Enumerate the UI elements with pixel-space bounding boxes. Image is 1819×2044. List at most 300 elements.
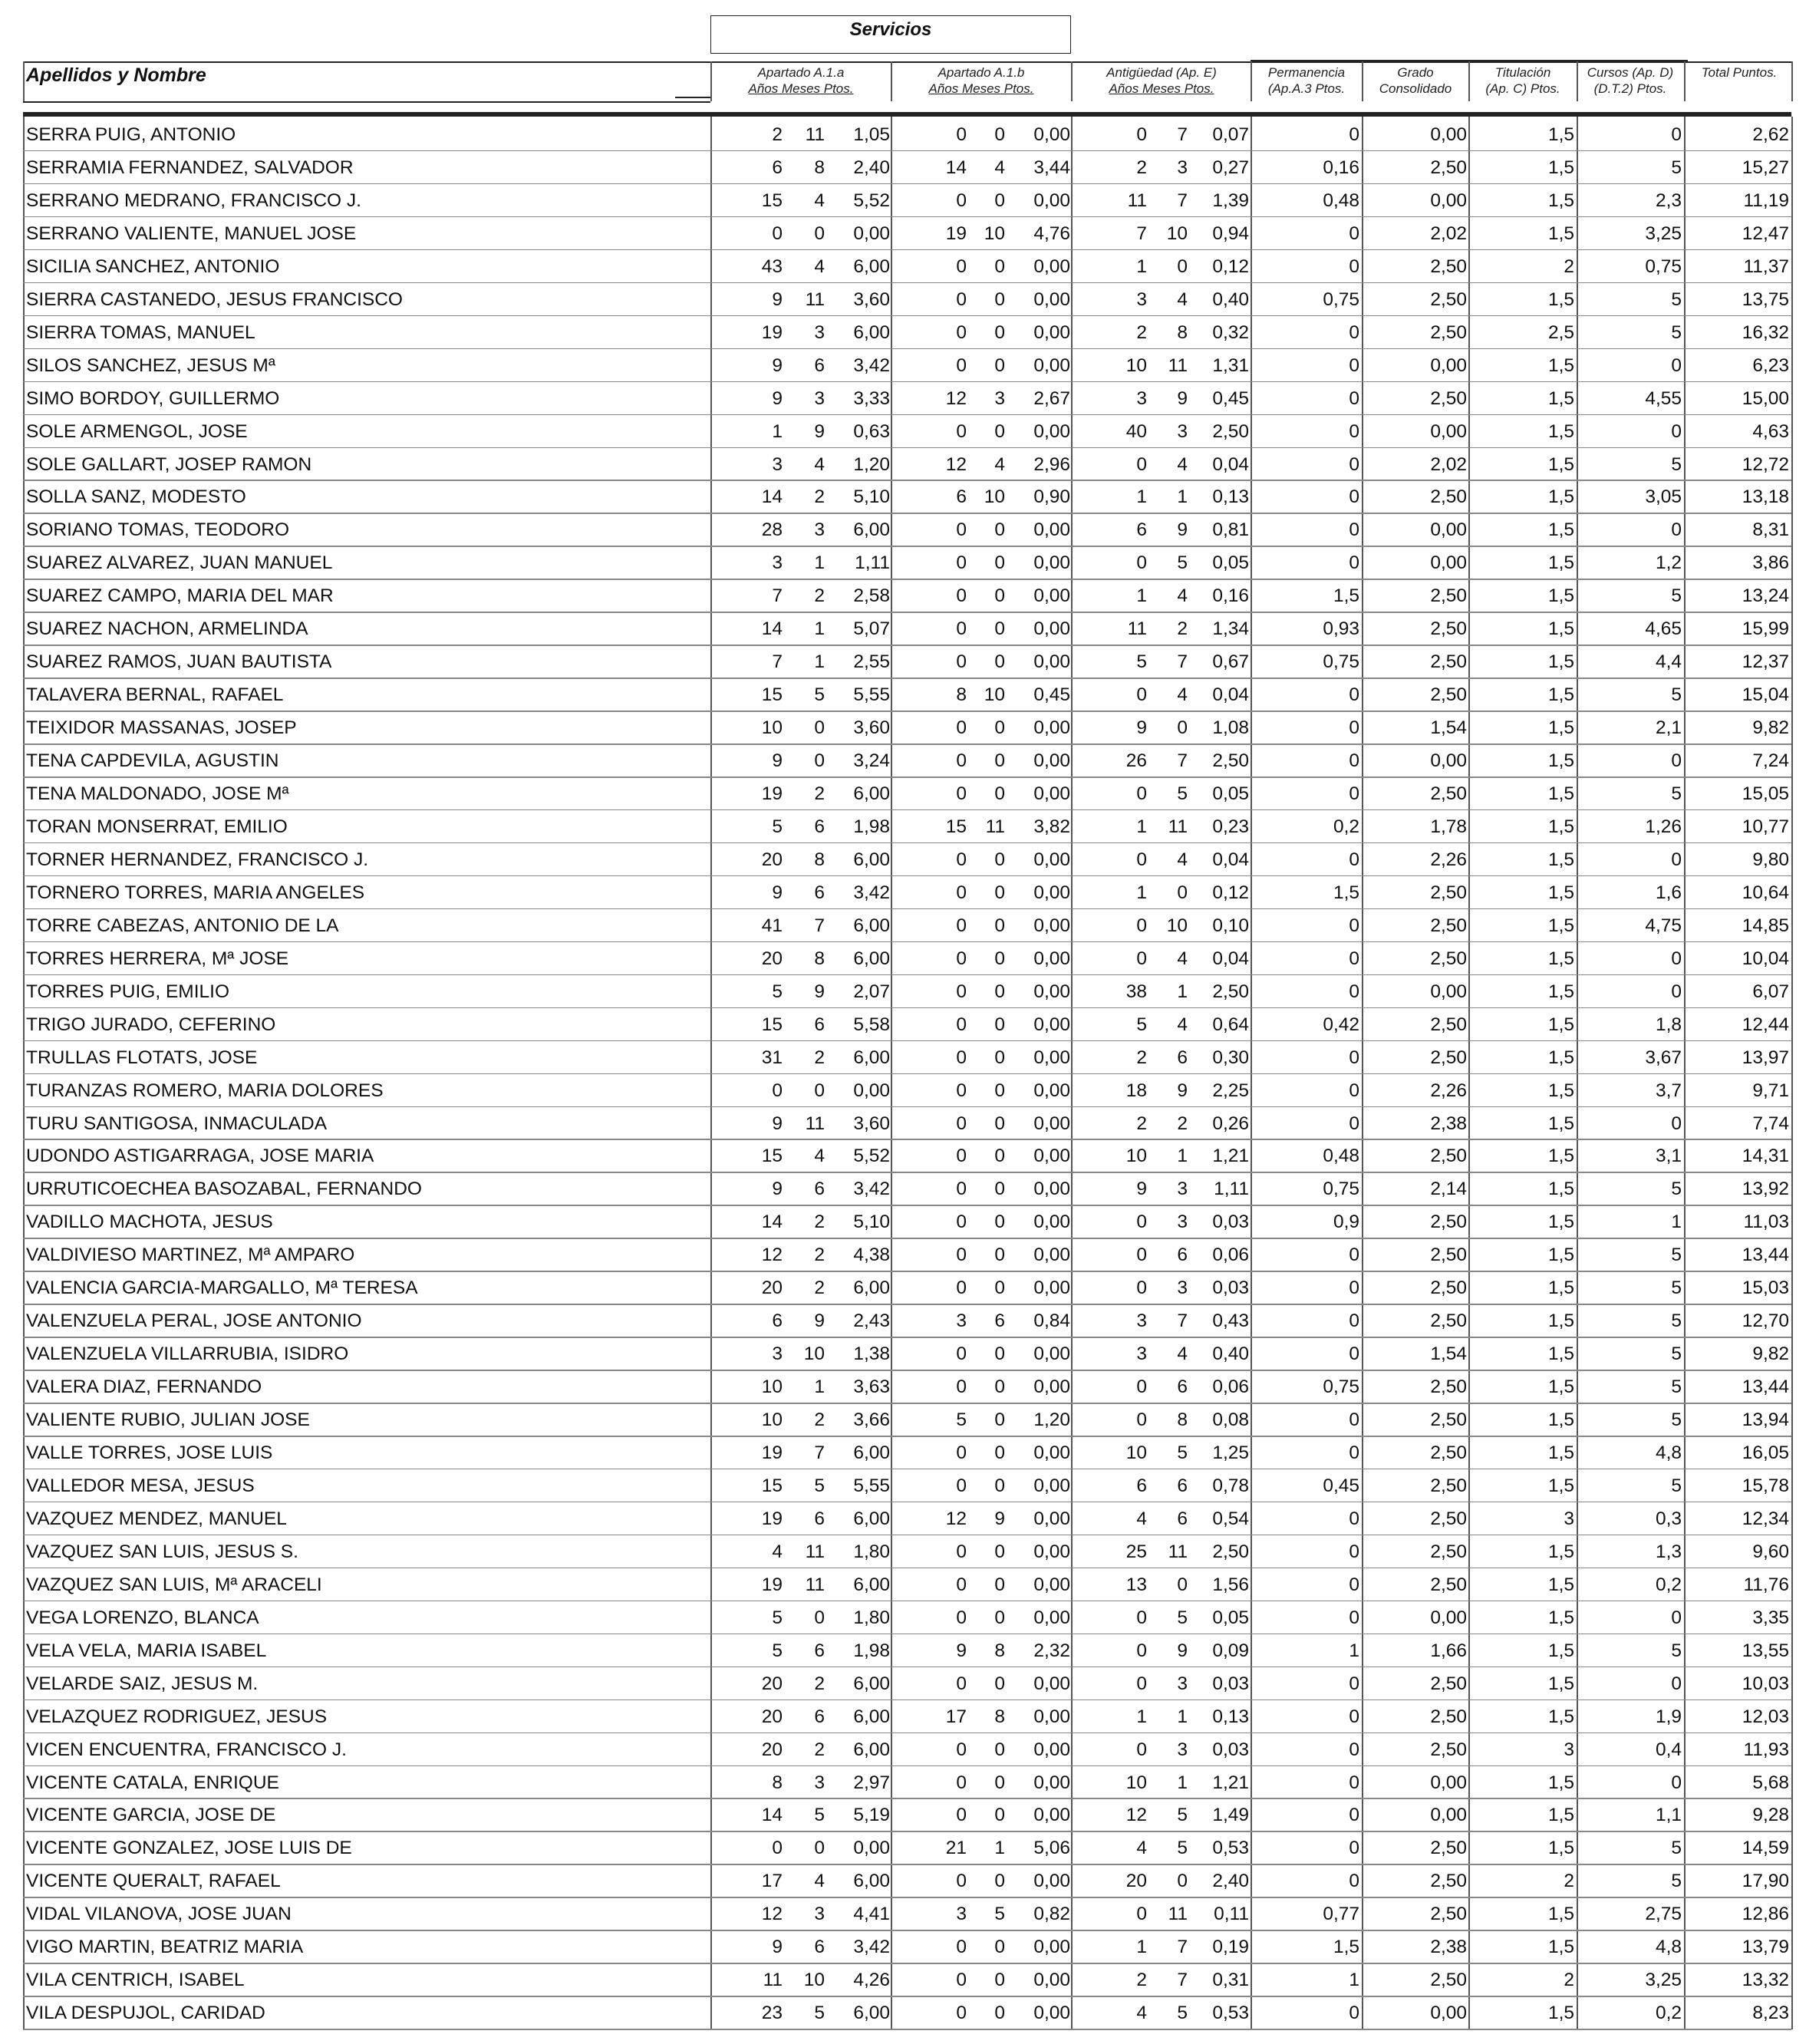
column-header-line1: Antigüedad (Ap. E) [1106,65,1217,80]
table-cell: 0,00 [1033,618,1070,640]
column-header-line2: Años Meses Ptos. [1109,81,1214,96]
table-cell: 0,00 [1033,915,1070,936]
table-cell: 0 [994,750,1005,772]
table-cell: 3 [772,1343,783,1365]
table-cell: 0,45 [1323,1475,1359,1496]
table-cell: 15,05 [1742,783,1789,804]
table-cell: 0,00 [1033,124,1070,145]
table-cell: 0 [1349,1574,1359,1595]
table-cell: 15 [761,1146,783,1167]
table-cell: 0,00 [1033,981,1070,1002]
table-cell: 6 [772,157,783,178]
table-cell: 0 [1349,1772,1359,1793]
table-cell: 20 [761,1706,783,1727]
table-cell: 13,94 [1742,1409,1789,1431]
table-cell: 20 [1125,1871,1147,1892]
table-cell: 3,67 [1645,1047,1682,1068]
table-cell: 0 [994,1805,1005,1826]
table-cell: 0 [994,717,1005,739]
column-header-line1: Total Puntos. [1701,65,1778,80]
table-cell: 0 [1177,1574,1188,1595]
table-cell: 3,35 [1752,1607,1789,1628]
table-cell: 0,00 [1033,1113,1070,1134]
person-name: SERRANO VALIENTE, MANUEL JOSE [26,223,357,244]
table-cell: 13 [1125,1574,1147,1595]
table-cell: 0,00 [1033,321,1070,343]
table-cell: 5,10 [853,1212,890,1233]
table-cell: 3,42 [853,1937,890,1958]
table-cell: 10 [984,486,1005,508]
table-cell: 1 [1136,585,1147,607]
table-cell: 0 [1136,1409,1147,1431]
table-cell: 0 [1349,1080,1359,1101]
table-cell: 3 [772,453,783,475]
table-cell: 1,54 [1430,1343,1467,1365]
table-cell: 2,14 [1430,1179,1467,1200]
table-cell: 40 [1125,420,1147,442]
table-cell: 0 [994,585,1005,607]
table-cell: 0,9 [1333,1212,1359,1233]
table-cell: 0 [956,1574,967,1595]
table-cell: 0 [1177,1871,1188,1892]
table-cell: 7 [772,651,783,673]
table-cell: 5 [956,1409,967,1431]
person-name: VICENTE GONZALEZ, JOSE LUIS DE [26,1838,352,1859]
table-cell: 5,52 [853,1146,890,1167]
table-cell: 0,94 [1212,223,1249,244]
table-cell: 4 [1177,1343,1188,1365]
table-cell: 13,75 [1742,288,1789,310]
table-cell: 0 [956,717,967,739]
table-cell: 0 [1349,1245,1359,1266]
table-cell: 5,10 [853,486,890,508]
table-cell: 11 [805,288,825,310]
table-cell: 1,5 [1547,1772,1574,1793]
table-cell: 0 [994,1179,1005,1200]
person-name: VAZQUEZ SAN LUIS, Mª ARACELI [26,1574,322,1595]
table-cell: 1 [1177,1772,1188,1793]
table-cell: 2,50 [1212,750,1249,772]
table-cell: 5 [1671,1838,1682,1859]
table-cell: 2,02 [1430,453,1467,475]
table-cell: 0,04 [1212,948,1249,969]
table-cell: 4 [1177,684,1188,706]
table-cell: 1,5 [1547,1278,1574,1299]
table-cell: 10 [1125,354,1147,376]
table-cell: 6,00 [853,519,890,541]
table-cell: 2 [1136,157,1147,178]
table-cell: 0 [1349,750,1359,772]
table-cell: 6 [814,1640,825,1661]
table-cell: 25 [1125,1541,1147,1562]
table-cell: 0,00 [1033,1739,1070,1760]
table-cell: 0,00 [1033,585,1070,607]
table-cell: 0,03 [1212,1739,1249,1760]
table-cell: 0,00 [1033,849,1070,870]
table-cell: 0 [1136,124,1147,145]
table-cell: 5 [1177,2003,1188,2024]
table-cell: 0 [956,1739,967,1760]
table-cell: 5 [994,1904,1005,1925]
table-cell: 0,75 [1323,288,1359,310]
table-cell: 10 [803,1970,825,1991]
table-cell: 1,5 [1547,420,1574,442]
table-cell: 1,9 [1655,1706,1682,1727]
table-cell: 15,78 [1742,1475,1789,1496]
table-cell: 0,16 [1212,585,1249,607]
table-cell: 0,67 [1212,651,1249,673]
person-name: VELARDE SAIZ, JESUS M. [26,1673,259,1694]
table-cell: 14,31 [1742,1146,1789,1167]
table-cell: 1,54 [1430,717,1467,739]
table-cell: 0 [956,750,967,772]
table-cell: 0 [994,1014,1005,1035]
table-cell: 1,5 [1547,1376,1574,1398]
table-cell: 2,1 [1655,717,1682,739]
table-cell: 12 [945,453,967,475]
table-cell: 0 [956,585,967,607]
table-cell: 15,00 [1742,387,1789,409]
table-cell: 0 [994,981,1005,1002]
person-name: VELA VELA, MARIA ISABEL [26,1640,267,1661]
table-cell: 5 [1671,1640,1682,1661]
table-cell: 6 [1177,1475,1188,1496]
table-cell: 0 [956,1179,967,1200]
table-cell: 7 [1177,190,1188,211]
table-cell: 1,3 [1655,1541,1682,1562]
table-cell: 9 [956,1640,967,1661]
table-cell: 2 [1136,321,1147,343]
table-cell: 2 [814,585,825,607]
table-cell: 19 [945,223,967,244]
table-cell: 9 [1136,717,1147,739]
table-cell: 0 [1136,1278,1147,1299]
table-cell: 0,00 [1033,1343,1070,1365]
table-cell: 1,98 [853,816,890,837]
table-cell: 1,5 [1547,1640,1574,1661]
table-cell: 4 [1177,288,1188,310]
table-cell: 11,19 [1743,190,1789,211]
table-cell: 4,65 [1645,618,1682,640]
table-cell: 12,72 [1742,453,1789,475]
table-cell: 0,08 [1212,1409,1249,1431]
table-cell: 3 [1177,1739,1188,1760]
table-cell: 1 [994,1838,1005,1859]
table-cell: 0 [994,552,1005,574]
table-cell: 0 [994,1047,1005,1068]
table-cell: 0,31 [1212,1970,1249,1991]
table-cell: 9 [1177,1080,1188,1101]
header-column-divider [891,61,892,101]
table-cell: 0,23 [1212,816,1249,837]
table-cell: 3,44 [1033,157,1070,178]
table-cell: 2,50 [1430,684,1467,706]
table-cell: 2,26 [1430,849,1467,870]
table-cell: 1,5 [1547,519,1574,541]
person-name: TURU SANTIGOSA, INMACULADA [26,1113,328,1134]
table-cell: 0 [1136,1640,1147,1661]
table-cell: 1,21 [1212,1146,1249,1167]
table-cell: 2 [814,1673,825,1694]
table-cell: 0 [956,1014,967,1035]
table-cell: 0 [1349,1113,1359,1134]
table-cell: 0 [994,1574,1005,1595]
table-cell: 2,50 [1430,1409,1467,1431]
table-cell: 0,05 [1212,552,1249,574]
column-header [713,64,889,97]
table-cell: 0 [814,1607,825,1628]
table-cell: 6,00 [853,1673,890,1694]
table-cell: 0 [956,981,967,1002]
table-cell: 10 [1125,1146,1147,1167]
table-cell: 8 [994,1640,1005,1661]
table-cell: 7 [1177,1310,1188,1332]
person-name: SUAREZ NACHON, ARMELINDA [26,618,308,640]
table-cell: 1 [1136,1706,1147,1727]
table-cell: 0 [956,256,967,277]
person-name: SERRANO MEDRANO, FRANCISCO J. [26,190,361,211]
table-cell: 0,2 [1655,1574,1682,1595]
table-cell: 3 [1136,1310,1147,1332]
table-cell: 0 [1671,1607,1682,1628]
table-cell: 0 [1349,321,1359,343]
table-cell: 7 [1177,750,1188,772]
table-cell: 9 [814,420,825,442]
table-cell: 0,00 [1033,750,1070,772]
table-cell: 0,00 [1033,1574,1070,1595]
table-cell: 1,98 [853,1640,890,1661]
table-cell: 0,40 [1212,1343,1249,1365]
table-cell: 0,32 [1212,321,1249,343]
table-cell: 2,50 [1430,1310,1467,1332]
person-name: VILA CENTRICH, ISABEL [26,1970,245,1991]
table-cell: 0 [1349,717,1359,739]
table-cell: 1,21 [1212,1772,1249,1793]
table-cell: 11,76 [1743,1574,1789,1595]
table-cell: 1,5 [1333,1937,1359,1958]
table-cell: 14 [945,157,967,178]
table-cell: 0,00 [1430,124,1467,145]
table-cell: 13,79 [1742,1937,1789,1958]
table-cell: 6 [814,1937,825,1958]
column-header [893,64,1069,97]
table-cell: 0 [1349,1310,1359,1332]
table-cell: 13,44 [1742,1376,1789,1398]
table-cell: 14 [761,486,783,508]
table-cell: 11,37 [1743,256,1789,277]
table-cell: 0,81 [1212,519,1249,541]
table-cell: 12 [761,1245,783,1266]
table-cell: 11 [763,1970,783,1991]
table-cell: 11,93 [1743,1739,1789,1760]
table-cell: 41 [761,915,783,936]
table-cell: 15 [761,190,783,211]
table-cell: 1,5 [1547,1343,1574,1365]
table-cell: 3,66 [853,1409,890,1431]
table-cell: 5,06 [1033,1838,1070,1859]
column-header [1688,64,1791,81]
table-cell: 1,5 [1547,1179,1574,1200]
table-cell: 0 [1671,354,1682,376]
table-cell: 1,25 [1212,1442,1249,1463]
table-cell: 12 [761,1904,783,1925]
person-name: SIERRA TOMAS, MANUEL [26,321,255,343]
table-cell: 8 [814,948,825,969]
column-header [1578,64,1682,97]
table-cell: 2,50 [1430,1838,1467,1859]
table-cell: 5 [1671,453,1682,475]
table-cell: 0 [994,1970,1005,1991]
table-cell: 0 [956,1871,967,1892]
table-cell: 0,03 [1212,1278,1249,1299]
person-name: VAZQUEZ SAN LUIS, JESUS S. [26,1541,298,1562]
table-cell: 2,50 [1430,1508,1467,1529]
table-cell: 9 [1177,387,1188,409]
column-header [1363,64,1468,97]
table-cell: 6 [772,1310,783,1332]
person-name: SERRAMIA FERNANDEZ, SALVADOR [26,157,354,178]
table-cell: 2 [1564,1970,1574,1991]
table-cell: 12,86 [1742,1904,1789,1925]
table-cell: 15,27 [1742,157,1789,178]
table-cell: 0 [956,1475,967,1496]
table-cell: 3 [814,321,825,343]
person-name: VADILLO MACHOTA, JESUS [26,1212,273,1233]
table-cell: 15,04 [1742,684,1789,706]
table-cell: 1 [814,618,825,640]
table-cell: 0,84 [1033,1310,1070,1332]
table-cell: 18 [1125,1080,1147,1101]
table-cell: 5 [1671,1871,1682,1892]
table-cell: 0,48 [1323,1146,1359,1167]
table-cell: 3,33 [853,387,890,409]
table-cell: 10 [984,684,1005,706]
table-cell: 9 [772,882,783,903]
table-cell: 0 [994,354,1005,376]
table-cell: 0 [994,1080,1005,1101]
table-cell: 1,6 [1655,882,1682,903]
table-cell: 5,07 [853,618,890,640]
table-cell: 2,43 [853,1310,890,1332]
table-cell: 0 [1349,519,1359,541]
table-cell: 0 [1136,1607,1147,1628]
table-cell: 1,80 [853,1541,890,1562]
table-cell: 1,5 [1547,717,1574,739]
table-cell: 8,31 [1752,519,1789,541]
table-cell: 0 [1349,1541,1359,1562]
table-cell: 12 [1125,1805,1147,1826]
table-cell: 0,13 [1212,1706,1249,1727]
table-cell: 2,50 [1430,288,1467,310]
table-cell: 0 [1136,1376,1147,1398]
table-cell: 0,00 [1033,420,1070,442]
table-cell: 1 [1349,1970,1359,1991]
header-thick-divider [23,112,1791,117]
table-cell: 1,5 [1547,354,1574,376]
person-name: TENA MALDONADO, JOSE Mª [26,783,289,804]
table-cell: 20 [761,849,783,870]
table-cell: 0 [1136,1212,1147,1233]
column-header [1253,64,1360,97]
table-cell: 1 [814,651,825,673]
table-cell: 5 [1671,1245,1682,1266]
table-cell: 0 [994,288,1005,310]
table-cell: 4,4 [1655,651,1682,673]
table-cell: 0 [814,1080,825,1101]
table-cell: 3 [1564,1739,1574,1760]
table-cell: 9 [772,288,783,310]
table-cell: 1,78 [1430,816,1467,837]
header-column-divider [710,61,712,101]
table-cell: 26 [1125,750,1147,772]
table-cell: 5 [814,684,825,706]
table-cell: 14 [761,618,783,640]
table-cell: 2,40 [1212,1871,1249,1892]
table-cell: 1,5 [1547,750,1574,772]
table-cell: 5,55 [853,684,890,706]
table-cell: 2,40 [853,157,890,178]
table-cell: 7,24 [1752,750,1789,772]
person-name: TORNERO TORRES, MARIA ANGELES [26,882,365,903]
table-cell: 0 [1349,1739,1359,1760]
table-cell: 0,48 [1323,190,1359,211]
table-cell: 1,5 [1547,157,1574,178]
person-name: TORNER HERNANDEZ, FRANCISCO J. [26,849,369,870]
table-cell: 2 [814,1278,825,1299]
column-header-line2: (Ap.A.3 Ptos. [1267,81,1346,96]
table-cell: 1,5 [1547,1607,1574,1628]
table-cell: 11 [805,1113,825,1134]
table-cell: 0,90 [1033,486,1070,508]
table-cell: 1,5 [1547,849,1574,870]
table-cell: 4 [814,190,825,211]
table-cell: 0 [956,420,967,442]
table-cell: 6,00 [853,783,890,804]
table-cell: 0,06 [1212,1376,1249,1398]
table-cell: 1,5 [1547,1310,1574,1332]
table-cell: 3 [1177,157,1188,178]
table-cell: 2,50 [1430,321,1467,343]
table-cell: 5,55 [853,1475,890,1496]
table-cell: 13,44 [1742,1245,1789,1266]
table-cell: 0,75 [1323,651,1359,673]
table-cell: 9 [772,1113,783,1134]
table-cell: 6,23 [1752,354,1789,376]
table-cell: 2,50 [1430,651,1467,673]
table-cell: 0 [994,1541,1005,1562]
table-cell: 0 [994,420,1005,442]
table-cell: 6 [814,1179,825,1200]
table-cell: 0 [1671,981,1682,1002]
table-cell: 1,5 [1547,1113,1574,1134]
table-cell: 9 [1177,519,1188,541]
table-cell: 23 [761,2003,783,2024]
table-cell: 1,5 [1547,618,1574,640]
table-cell: 8 [772,1772,783,1793]
table-cell: 0 [994,1278,1005,1299]
person-name: SUAREZ ALVAREZ, JUAN MANUEL [26,552,333,574]
table-cell: 1 [814,552,825,574]
person-name: VICENTE CATALA, ENRIQUE [26,1772,279,1793]
table-cell: 0 [994,651,1005,673]
table-cell: 10 [1125,1442,1147,1463]
table-cell: 3,7 [1655,1080,1682,1101]
table-cell: 11 [1168,1904,1188,1925]
table-cell: 0,00 [1033,1541,1070,1562]
table-cell: 0,00 [1033,1508,1070,1529]
table-cell: 2,50 [1430,486,1467,508]
table-cell: 2,50 [1430,1541,1467,1562]
